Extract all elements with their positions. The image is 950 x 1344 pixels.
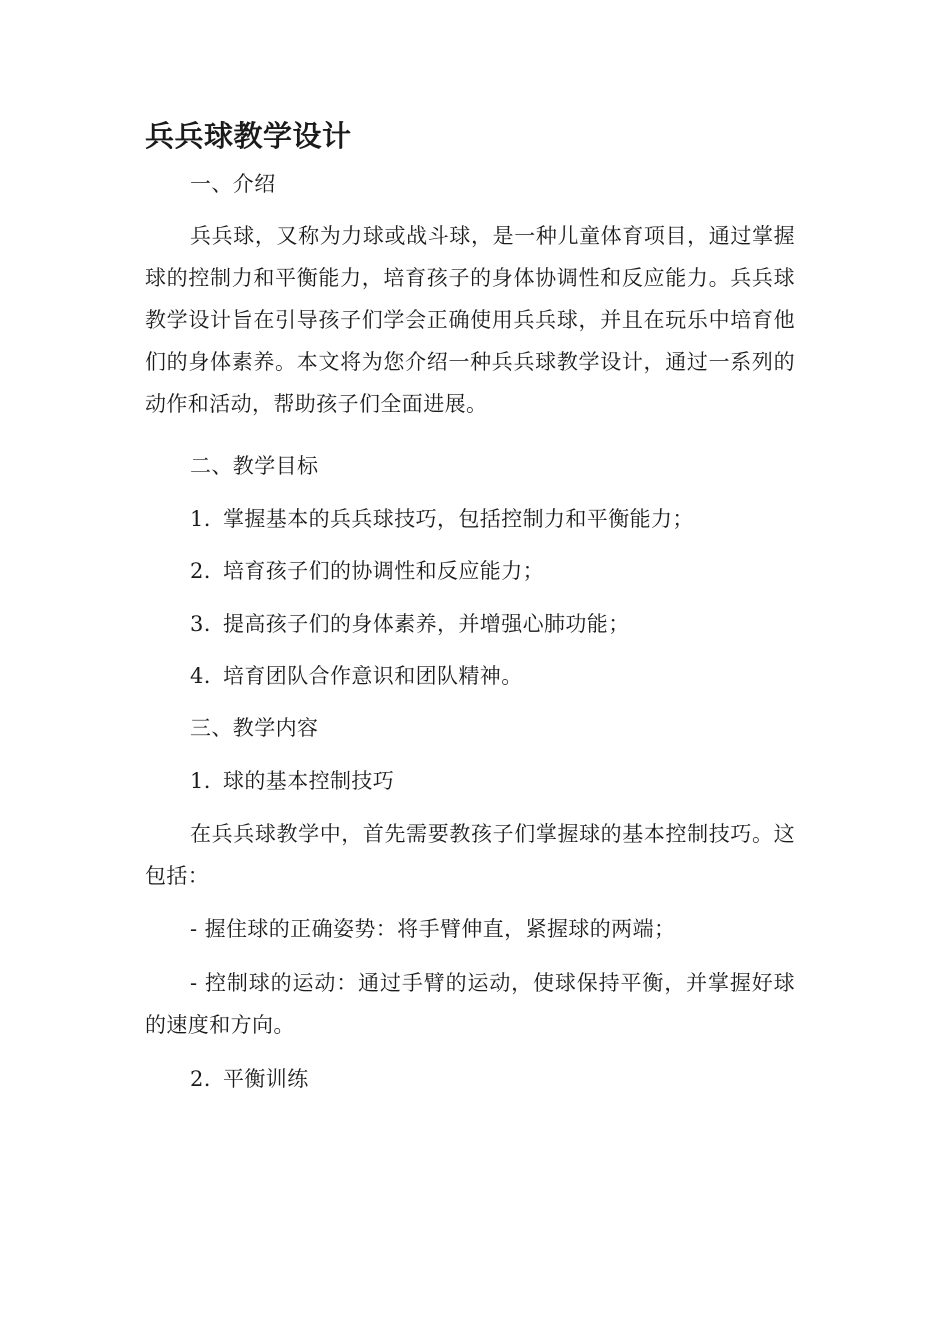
goal-item-text: 培育团队合作意识和团队精神。 [223,664,523,688]
goal-item-text: 培育孩子们的协调性和反应能力； [223,559,544,583]
goal-item-number: 2. [190,559,211,583]
content-paragraph: 在兵兵球教学中，首先需要教孩子们掌握球的基本控制技巧。这包括： [145,822,795,888]
section-heading-goals: 二、教学目标 [190,454,319,478]
goal-item [190,550,544,592]
content-subheading-number: 1. [190,769,211,793]
content-subheading-text: 球的基本控制技巧 [223,769,395,793]
bullet-item: - 握住球的正确姿势：将手臂伸直，紧握球的两端； [190,917,676,941]
goal-item [190,655,523,697]
content-subheading [190,1058,309,1100]
section-heading-content: 三、教学内容 [190,716,319,740]
goal-item-number: 1. [190,507,211,531]
goal-item-number: 4. [190,664,211,688]
bullet-item: - 控制球的运动：通过手臂的运动，使球保持平衡，并掌握好球的速度和方向。 [145,971,795,1037]
content-subheading [190,760,394,802]
goal-item [190,498,694,540]
goal-item-number: 3. [190,612,211,636]
intro-paragraph: 兵兵球，又称为力球或战斗球，是一种儿童体育项目，通过掌握球的控制力和平衡能力，培育孩子的身体协调性和反应能力。兵兵球教学设计旨在引导孩子们学会正确使用兵兵球，并且在玩乐中培育他们的身体素养。本文将为您介绍一种兵兵球教学设计，通过一系列的动作和活动，帮助孩子们全面进展。 [145,224,795,416]
page-title: 兵兵球教学设计 [145,119,352,153]
content-subheading-text: 平衡训练 [223,1067,309,1091]
section-heading-intro: 一、介绍 [190,172,276,196]
goal-item-text: 提高孩子们的身体素养，并增强心肺功能； [223,612,630,636]
goal-item-text: 掌握基本的兵兵球技巧，包括控制力和平衡能力； [223,507,694,531]
goal-item [190,603,630,645]
content-subheading-number: 2. [190,1067,211,1091]
